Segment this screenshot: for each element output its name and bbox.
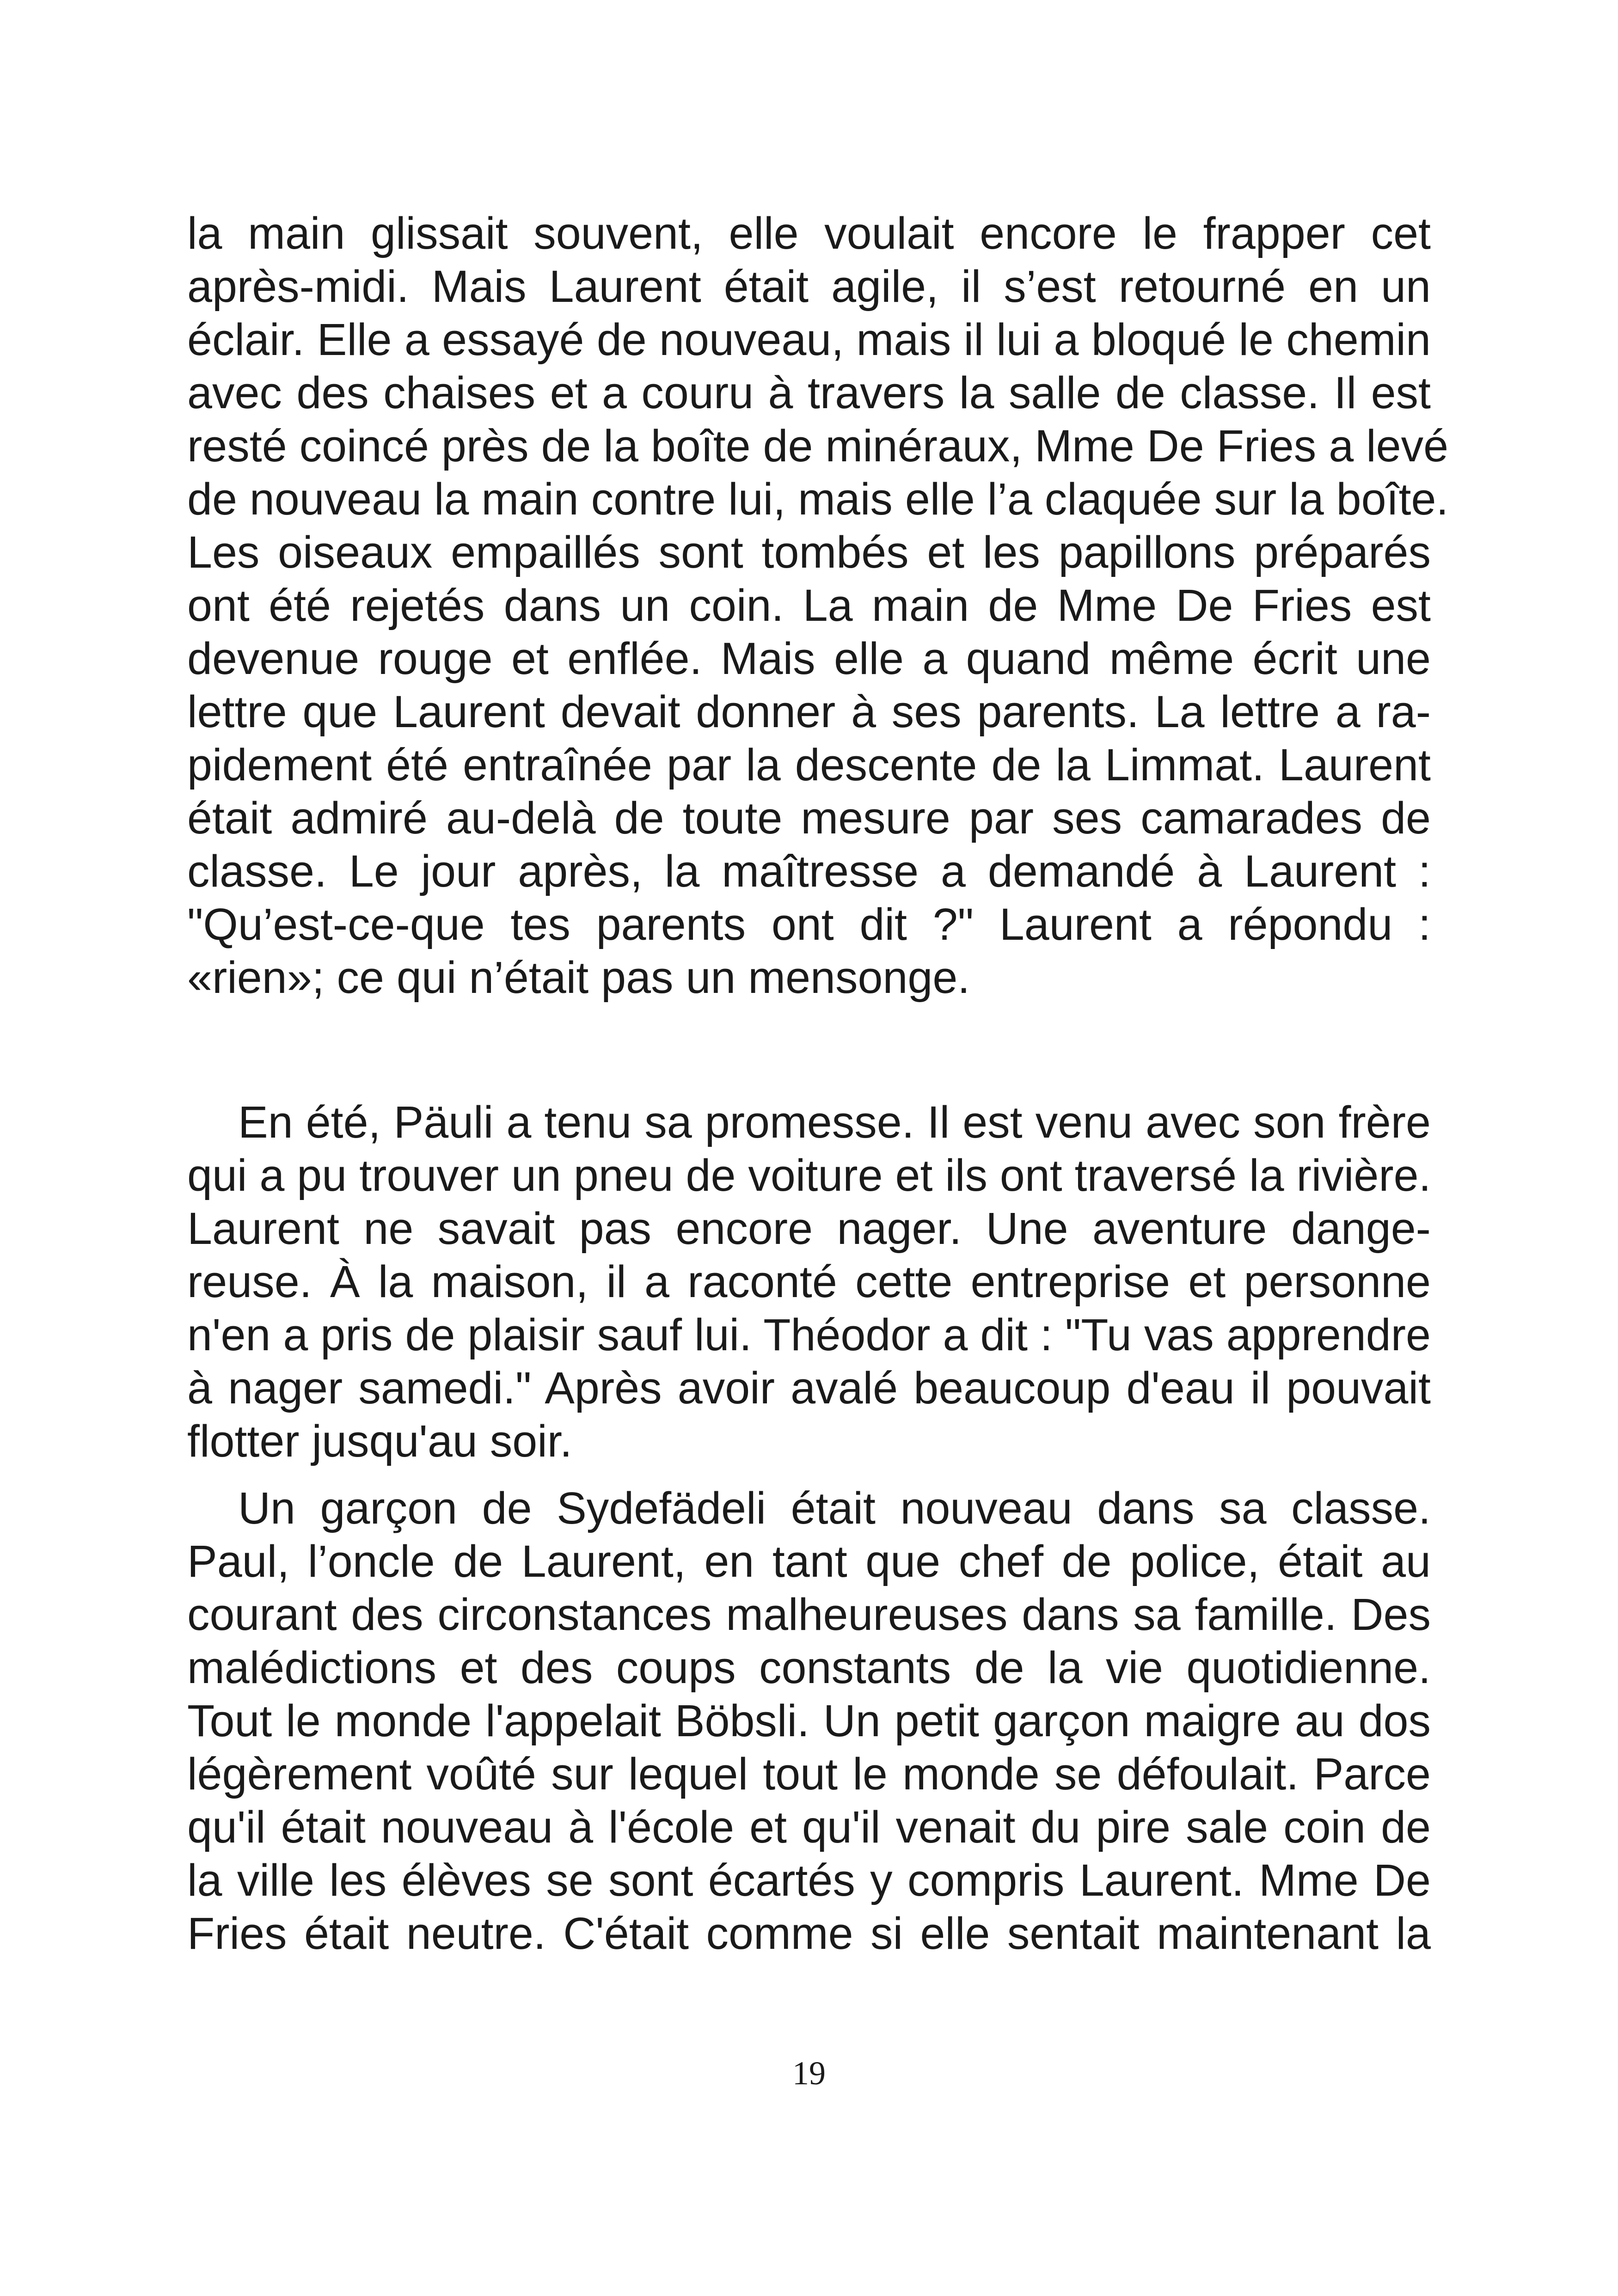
- text-line: après-midi. Mais Laurent était agile, il s’est retourné en un: [187, 261, 1431, 312]
- text-line: légèrement voûté sur lequel tout le monde se défoulait. Parce: [187, 1749, 1431, 1799]
- text-line: qui a pu trouver un pneu de voiture et ils ont traversé la rivière.: [187, 1150, 1431, 1200]
- paragraph-3: [187, 1482, 1431, 1960]
- text-line: Les oiseaux empaillés sont tombés et les papillons préparés: [187, 527, 1431, 577]
- text-line: "Qu’est-ce-que tes parents ont dit ?" Laurent a répondu :: [187, 899, 1431, 949]
- text-line: devenue rouge et enflée. Mais elle a quand même écrit une: [187, 633, 1431, 684]
- text-line: Laurent ne savait pas encore nager. Une aventure dange-: [187, 1203, 1431, 1254]
- text-line: courant des circonstances malheureuses dans sa famille. Des: [187, 1589, 1431, 1640]
- text-line: Un garçon de Sydefädeli était nouveau dans sa classe.: [238, 1483, 1431, 1533]
- text-line: En été, Päuli a tenu sa promesse. Il est venu avec son frère: [238, 1097, 1431, 1147]
- paragraph-1: [187, 207, 1449, 1004]
- text-line: qu'il était nouveau à l'école et qu'il venait du pire sale coin de: [187, 1802, 1431, 1852]
- text-line: lettre que Laurent devait donner à ses parents. La lettre a ra-: [187, 686, 1431, 737]
- text-line: Paul, l’oncle de Laurent, en tant que chef de police, était au: [187, 1536, 1431, 1586]
- text-line: la main glissait souvent, elle voulait encore le frapper cet: [187, 208, 1431, 258]
- text-line: avec des chaises et a couru à travers la salle de classe. Il est: [187, 367, 1431, 418]
- page-number: 19: [792, 2055, 826, 2092]
- text-line: était admiré au-delà de toute mesure par ses camarades de: [187, 793, 1431, 843]
- text-line: reuse. À la maison, il a raconté cette entreprise et personne: [187, 1256, 1431, 1307]
- text-line: pidement été entraînée par la descente de la Limmat. Laurent: [187, 740, 1431, 790]
- text-line: Fries était neutre. C'était comme si elle sentait maintenant la: [187, 1908, 1431, 1959]
- text-line: à nager samedi." Après avoir avalé beaucoup d'eau il pouvait: [187, 1363, 1431, 1413]
- text-line: flotter jusqu'au soir.: [187, 1416, 572, 1466]
- text-line: éclair. Elle a essayé de nouveau, mais il lui a bloqué le chemin: [187, 314, 1431, 365]
- text-line: resté coincé près de la boîte de minéraux, Mme De Fries a levé: [187, 421, 1449, 471]
- text-line: malédictions et des coups constants de la vie quotidienne.: [187, 1642, 1431, 1693]
- text-line: n'en a pris de plaisir sauf lui. Théodor a dit : "Tu vas apprendre: [187, 1310, 1431, 1360]
- text-line: Tout le monde l'appelait Böbsli. Un petit garçon maigre au dos: [187, 1696, 1431, 1746]
- text-line: ont été rejetés dans un coin. La main de Mme De Fries est: [187, 580, 1431, 631]
- text-line: classe. Le jour après, la maîtresse a demandé à Laurent :: [187, 846, 1431, 896]
- text-line: la ville les élèves se sont écartés y compris Laurent. Mme De: [187, 1855, 1431, 1905]
- paragraph-2: [187, 1096, 1431, 1468]
- text-line: de nouveau la main contre lui, mais elle l’a claquée sur la boîte.: [187, 474, 1449, 524]
- text-line: «rien»; ce qui n’était pas un mensonge.: [187, 952, 970, 1003]
